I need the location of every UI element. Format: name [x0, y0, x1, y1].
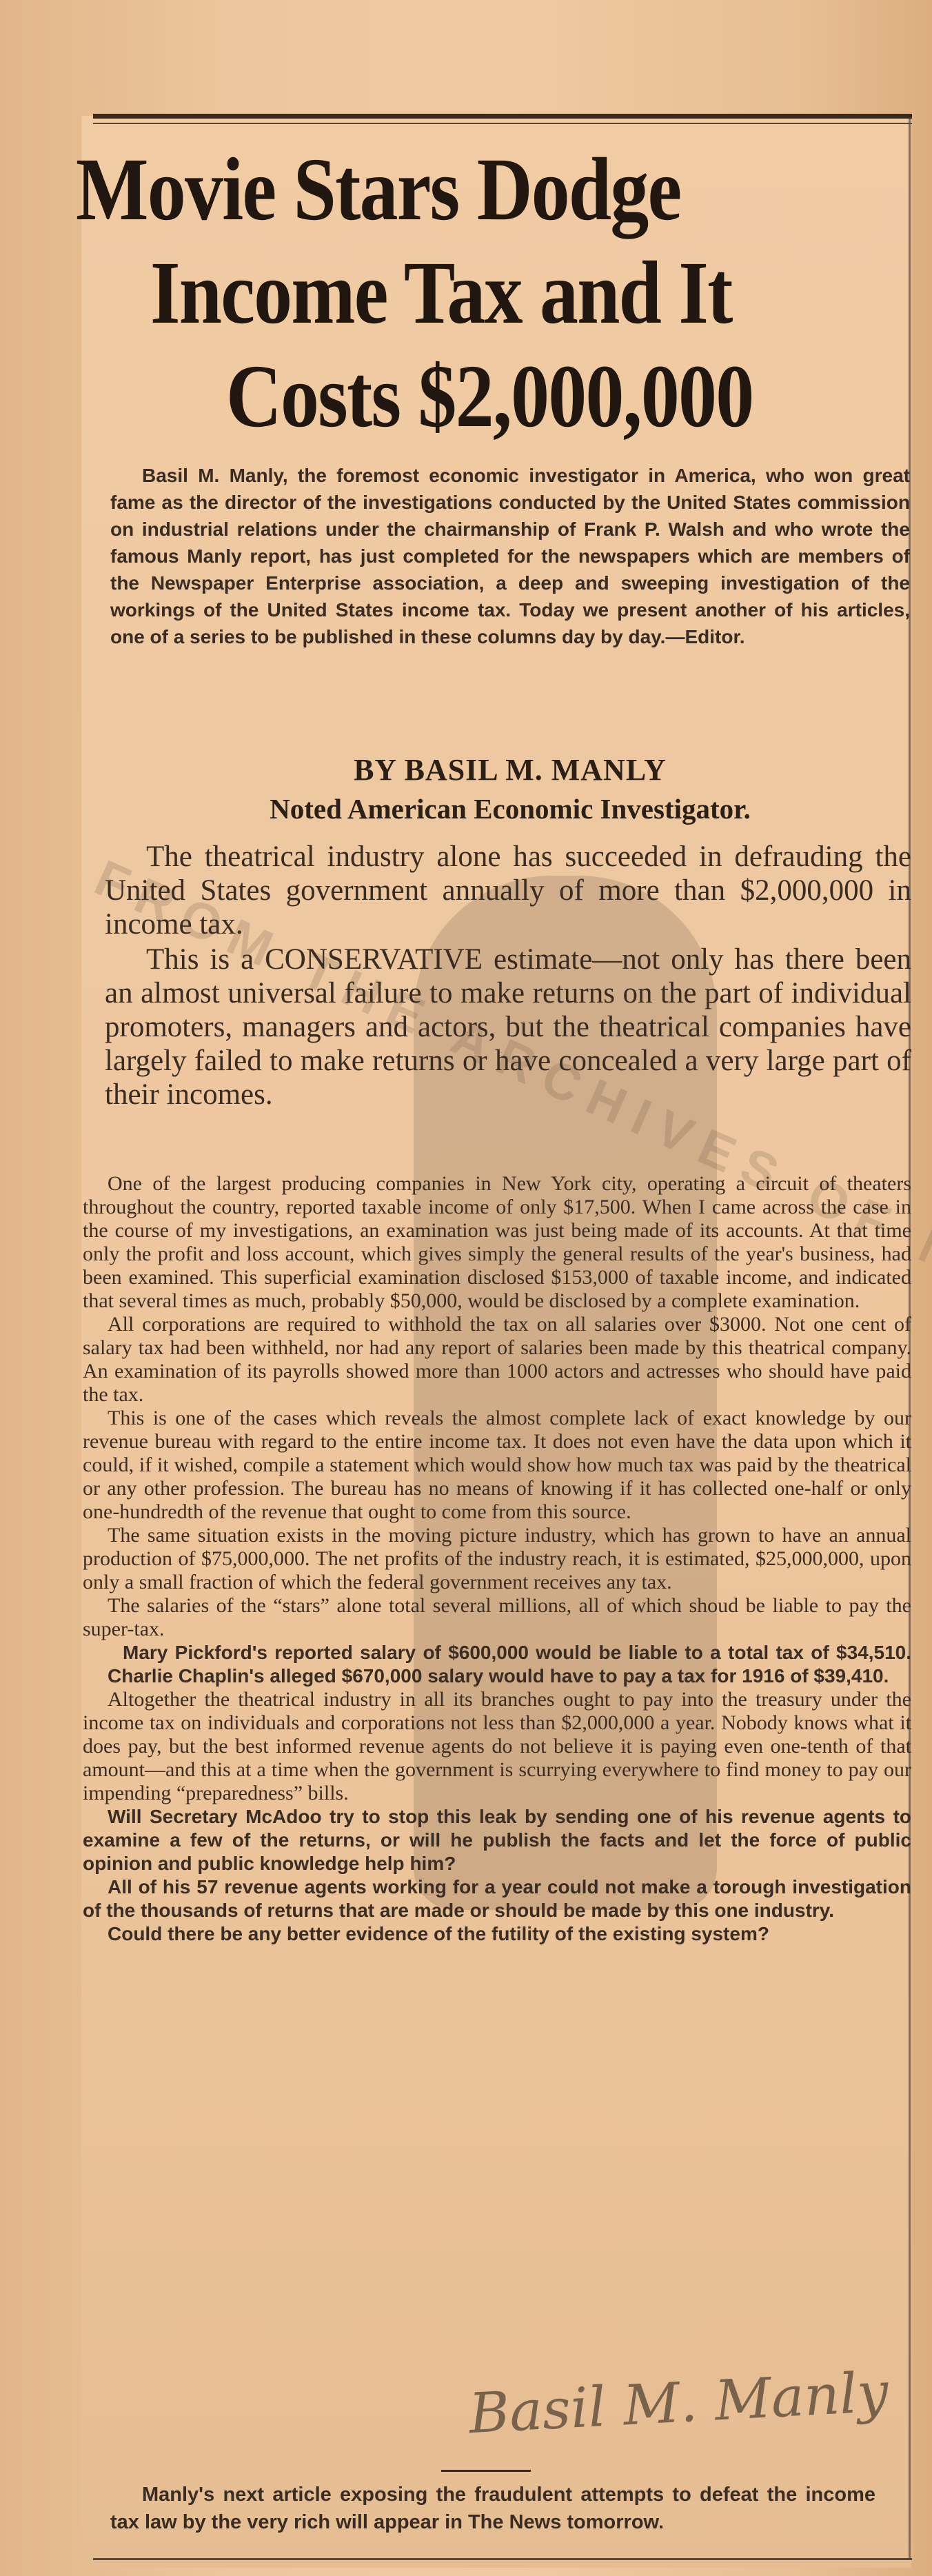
- body-paragraph: One of the largest producing companies in New York city, operating a circuit of theaters throughout the country, reported taxable income of only $17,500. When I came across the case in the course of my investigations, an examination was just being made of its accounts. At that time only the profit and loss account, which gives simply the general results of the year's business, had been examined. This superficial examination disclosed $153,000 of taxable income, and indicated that several times as much, probably $50,000, would be disclosed by a complete examination.: [83, 1172, 911, 1312]
- byline-author: BY BASIL M. MANLY: [354, 753, 667, 787]
- body-paragraph: All corporations are required to withhold the tax on all salaries over $3000. Not one cent of salary tax had been withheld, nor had any report of salaries been made by this theatrical company. An examination of its payrolls showed more than 1000 actors and actresses who should have paid the tax.: [83, 1313, 911, 1406]
- signature-text: Basil M. Manly: [467, 2359, 890, 2446]
- top-rule: [93, 114, 912, 119]
- headline: [76, 138, 917, 448]
- lead-paragraph: This is a CONSERVATIVE estimate—not only has there been an almost universal failure to make returns on the part of individual promoters, managers and actors, but the theatrical companies have largely failed to make returns or have concealed a very large part of their incomes.: [105, 943, 911, 1111]
- archive-watermark: FROM THE ARCHIVES: [86, 848, 798, 1208]
- body-paragraph: The same situation exists in the moving picture industry, which has grown to have an annual production of $75,000,000. The net profits of the industry reach, it is estimated, $25,000,000, upon only a small fraction of which the federal government receives any tax.: [83, 1524, 911, 1593]
- closing-paragraph: All of his 57 revenue agents working for a year could not make a torough investigation of the thousands of returns that are made or should be made by this one industry.: [83, 1876, 911, 1921]
- byline-title: Noted American Economic Investigator.: [270, 793, 751, 825]
- bottom-rule: [93, 2558, 912, 2560]
- byline: [165, 752, 855, 826]
- signature-rule: [441, 2470, 531, 2472]
- body-paragraph: The salaries of the “stars” alone total several millions, all of which shoud be liable to pay the super-tax.: [83, 1594, 911, 1640]
- lead-paragraphs: [105, 840, 911, 1113]
- headline-line-1: Movie Stars Dodge: [76, 140, 681, 239]
- editor-intro: Basil M. Manly, the foremost economic investigator in America, who won great fame as the director of the investigations conducted by the United States commission on industrial relations under the chairmanship of Frank P. Walsh and who wrote the famous Manly report, has just completed for the newspapers which are members of the Newspaper Enterprise association, a deep and sweeping investigation of the workings of the United States income tax. Today we present another of his articles, one of a series to be published in these columns day by day.—Editor.: [110, 465, 910, 647]
- pickford-paragraph: Mary Pickford's reported salary of $600,000 would be liable to a total tax of $34,510. Charlie Chaplin's alleged $670,000 salary would have to pay a tax for 1916 of $39,410.: [108, 1642, 911, 1687]
- headline-line-3: Costs $2,000,000: [226, 347, 753, 446]
- lead-paragraph: The theatrical industry alone has succeeded in defrauding the United States government annually of more than $2,000,000 in income tax.: [105, 841, 911, 940]
- body-paragraph: Altogether the theatrical industry in all its branches ought to pay into the treasury under the income tax on individuals and corporations not less than $2,000,000 a year. Nobody knows what it does pay, but the best informed revenue agents do not believe it is paying even one-tenth of that amount—and this at a time when the government is scurrying everywhere to find money to pay our impending “preparedness” bills.: [83, 1688, 911, 1804]
- closing-paragraph: Could there be any better evidence of the futility of the existing system?: [108, 1923, 769, 1944]
- next-article-note: Manly's next article exposing the fraudulent attempts to defeat the income tax law by the very rich will appear in The News tomorrow.: [110, 2484, 875, 2533]
- top-rule-thin: [93, 123, 912, 124]
- headline-line-2: Income Tax and It: [150, 243, 732, 343]
- article-body: [83, 1172, 911, 1946]
- closing-paragraph: Will Secretary McAdoo try to stop this leak by sending one of his revenue agents to examine a few of the returns, or will he publish the facts and let the force of public opinion and public knowledge help him?: [83, 1806, 911, 1874]
- signature: [467, 2359, 896, 2455]
- body-paragraph: This is one of the cases which reveals the almost complete lack of exact knowledge by our revenue bureau with regard to the entire income tax. It does not even have the data upon which it could, if it wished, compile a statement which would show how much tax was paid by the theatrical or any other profession. The bureau has no means of knowing if it has collected one-half or only one-hundredth of the revenue that ought to come from this source.: [83, 1407, 911, 1523]
